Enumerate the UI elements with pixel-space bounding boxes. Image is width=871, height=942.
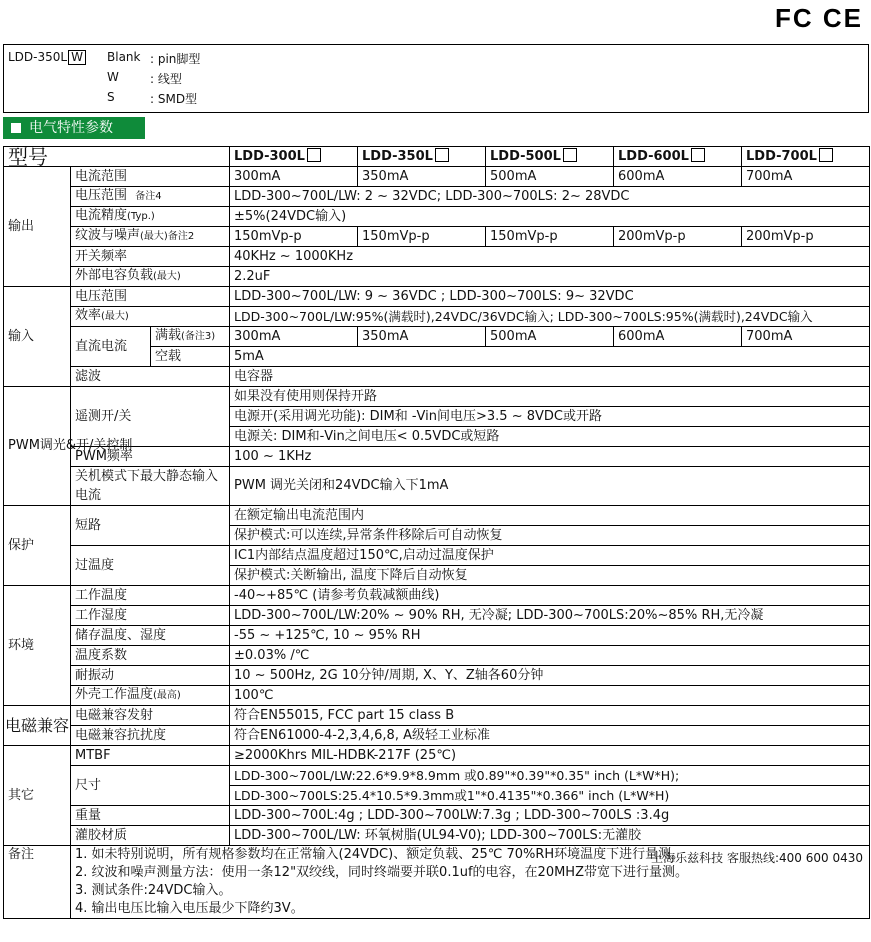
cell-value: 200mVp-p [614,227,742,247]
option-value: : 线型 [150,72,182,86]
category-pwm: PWM调光&开/关控制 [4,387,71,506]
row-label: 电流范围 [71,167,230,187]
category-other: 其它 [4,746,71,846]
sub-label: 满载(备注3) [151,327,230,347]
category-input: 输入 [4,287,71,387]
model-row [4,147,870,167]
row-label: 关机模式下最大静态输入电流 [71,467,230,506]
note-line: 2. 纹波和噪声测量方法：使用一条12"双绞线，同时终端要并联0.1uf的电容，在20MHZ带宽下进行量测。 [75,865,688,880]
row-label: 电磁兼容发射 [71,706,230,726]
cell-value: 600mA [614,327,742,347]
row-label: 电压范围 [71,287,230,307]
cell-value: 电容器 [230,367,870,387]
row-label: 重量 [71,806,230,826]
cell-value: 100 ~ 1KHz [230,447,870,467]
cell-value: ±0.03% /℃ [230,646,870,666]
cell-value: 如果没有使用则保持开路 [230,387,870,407]
row-label: 灌胶材质 [71,826,230,846]
row-label: 过温度 [71,546,230,586]
cell-value: -55 ~ +125℃, 10 ~ 95% RH [230,626,870,646]
fcc-ce-certification-logo: FC CE [775,3,863,33]
cell-value: 10 ~ 500Hz, 2G 10分钟/周期, X、Y、Z轴各60分钟 [230,666,870,686]
cell-value: 2.2uF [230,267,870,287]
order-info-box [3,44,869,113]
cell-value: 100℃ [230,686,870,706]
note-line: 3. 测试条件:24VDC输入。 [75,883,232,898]
cell-value: -40~+85℃ (请参考负载减额曲线) [230,586,870,606]
cell-value: 700mA [742,167,870,187]
row-label: 外壳工作温度(最高) [71,686,230,706]
model-label: 型号 [4,147,230,167]
cell-value: 符合EN55015, FCC part 15 class B [230,706,870,726]
option-key: S [107,90,115,104]
row-label: 效率(最大) [71,307,230,327]
checkbox-icon [563,148,577,162]
cell-value: 保护模式:可以连续,异常条件移除后可自动恢复 [230,526,870,546]
row-label: 滤波 [71,367,230,387]
row-label: 电压范围 备注4 [71,187,230,207]
category-protection: 保护 [4,506,71,586]
row-label: 尺寸 [71,766,230,806]
row-label: 外部电容负载(最大) [71,267,230,287]
category-output: 输出 [4,167,71,287]
model-600[interactable]: LDD-600L [614,147,742,167]
note-line: 1. 如未特别说明，所有规格参数均在正常输入(24VDC)、额定负载、25℃ 70%RH环境温度下进行量测。 [75,847,685,862]
checkbox-icon [307,148,321,162]
hotline-text: 上海乐兹科技 客服热线:400 600 0430 [651,851,863,865]
option-value: : SMD型 [150,92,198,106]
cell-value: LDD-300~700L/LW:95%(满载时),24VDC/36VDC输入; LDD-300~700LS:95%(满载时),24VDC输入 [230,307,870,327]
cell-value: 700mA [742,327,870,347]
cell-value: 在额定输出电流范围内 [230,506,870,526]
sub-label: 空载 [151,347,230,367]
row-label: 纹波与噪声(最大)备注2 [71,227,230,247]
cell-value: 150mVp-p [230,227,358,247]
order-code-suffix-box: W [68,50,86,65]
section-heading: 电气特性参数 [3,117,145,139]
row-label: MTBF [71,746,230,766]
category-emc: 电磁兼容 [4,706,71,746]
row-label: 电磁兼容抗扰度 [71,726,230,746]
model-700[interactable]: LDD-700L [742,147,870,167]
cell-value: 符合EN61000-4-2,3,4,6,8, A级轻工业标准 [230,726,870,746]
row-label: 工作湿度 [71,606,230,626]
cell-value: LDD-300~700L/LW: 2 ~ 32VDC; LDD-300~700LS: 2~ 28VDC [230,187,870,207]
cell-value: 电源开(采用调光功能): DIM和 -Vin间电压>3.5 ~ 8VDC或开路 [230,407,870,427]
cell-value: 350mA [358,327,486,347]
cell-value: 600mA [614,167,742,187]
model-350[interactable]: LDD-350L [358,147,486,167]
cell-value: 300mA [230,327,358,347]
cell-value: ±5%(24VDC输入) [230,207,870,227]
spec-table [3,146,870,919]
row-label: PWM频率 [71,447,230,467]
row-label: 电流精度(Typ.) [71,207,230,227]
note-line: 4. 输出电压比输入电压最少下降约3V。 [75,901,304,916]
cell-value: PWM 调光关闭和24VDC输入下1mA [230,467,870,506]
notes-content [71,846,870,919]
category-environment: 环境 [4,586,71,706]
category-notes: 备注 [4,846,71,919]
cell-value: ≥2000Khrs MIL-HDBK-217F (25℃) [230,746,870,766]
checkbox-icon [819,148,833,162]
row-label: 短路 [71,506,230,546]
row-label: 耐振动 [71,666,230,686]
option-key: Blank [107,50,141,64]
cell-value: LDD-300~700L:4g ; LDD-300~700LW:7.3g ; LDD-300~700LS :3.4g [230,806,870,826]
cell-value: 500mA [486,327,614,347]
cell-value: 保护模式:关断输出, 温度下降后自动恢复 [230,566,870,586]
option-key: W [107,70,119,84]
row-label: 温度系数 [71,646,230,666]
cell-value: 300mA [230,167,358,187]
option-value: : pin脚型 [150,52,201,66]
cell-value: 200mVp-p [742,227,870,247]
square-bullet-icon [11,123,21,133]
model-500[interactable]: LDD-500L [486,147,614,167]
cell-value: LDD-300~700L/LW:20% ~ 90% RH, 无冷凝; LDD-300~700LS:20%~85% RH,无冷凝 [230,606,870,626]
cell-value: 150mVp-p [358,227,486,247]
cell-value: 500mA [486,167,614,187]
row-label: 遥测开/关 [71,387,230,447]
row-label: 开关频率 [71,247,230,267]
checkbox-icon [691,148,705,162]
row-label: 工作温度 [71,586,230,606]
cell-value: 5mA [230,347,870,367]
model-300[interactable]: LDD-300L [230,147,358,167]
cell-value: LDD-300~700L/LW:22.6*9.9*8.9mm 或0.89"*0.39"*0.35" inch (L*W*H); [230,766,870,786]
cell-value: IC1内部结点温度超过150℃,启动过温度保护 [230,546,870,566]
row-label: 直流电流 [71,327,151,367]
checkbox-icon [435,148,449,162]
cell-value: LDD-300~700LS:25.4*10.5*9.3mm或1"*0.4135"*0.366" inch (L*W*H) [230,786,870,806]
cell-value: LDD-300~700L/LW: 环氧树脂(UL94-V0); LDD-300~700LS:无灌胶 [230,826,870,846]
cell-value: LDD-300~700L/LW: 9 ~ 36VDC ; LDD-300~700LS: 9~ 32VDC [230,287,870,307]
cell-value: 40KHz ~ 1000KHz [230,247,870,267]
cell-value: 电源关: DIM和-Vin之间电压< 0.5VDC或短路 [230,427,870,447]
cell-value: 150mVp-p [486,227,614,247]
cell-value: 350mA [358,167,486,187]
order-code: LDD-350L W [8,50,86,65]
row-label: 储存温度、湿度 [71,626,230,646]
